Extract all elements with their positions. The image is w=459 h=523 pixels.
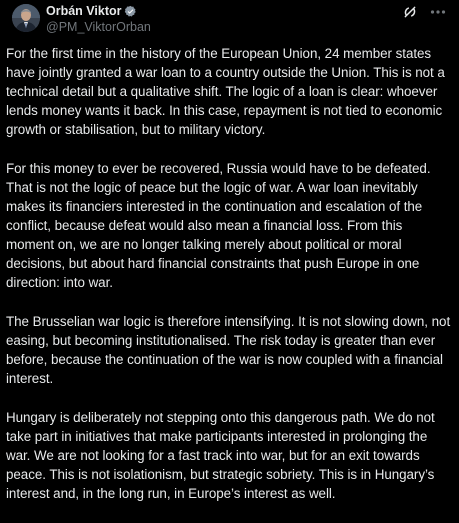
post-paragraph: For this money to ever be recovered, Russia would have to be defeated. That is not the logic of peace but the logic of war. A war loan inevitably makes its financiers interested in the continuation and escalation of the conflict, because defeat would also mean a financial loss. From this moment on, we are no longer talking merely about political or moral decisions, but about hard financial constraints that push Europe in one direction: into war.: [6, 161, 431, 290]
post-header: [6, 0, 453, 44]
post-paragraph: The Brusselian war logic is therefore intensifying. It is not slowing down, not easing, but becoming institutionalised. The risk today is greater than ever before, because the continuation of the war is now coupled with a financial interest.: [6, 314, 451, 386]
author-name-row: [46, 3, 151, 19]
author-handle[interactable]: @PM_ViktorOrban: [46, 20, 151, 34]
author-display-name[interactable]: Orbán Viktor: [46, 4, 122, 18]
grok-icon[interactable]: [402, 4, 418, 20]
author-info: [46, 3, 151, 35]
post-paragraph: Hungary is deliberately not stepping onto this dangerous path. We do not take part in initiatives that make participants interested in prolonging the war. We are not looking for a fast track into war, but for an exit towards peace. This is not isolationism, but strategic sobriety. This is in Hungary’s interest and, in the long run, in Europe’s interest as well.: [6, 410, 435, 501]
post-paragraph: For the first time in the history of the European Union, 24 member states have jointly granted a war loan to a country outside the Union. This is not a technical detail but a qualitative shift. The logic of a loan is clear: whoever lends money wants it back. In this case, repayment is not tied to economic growth or stabilisation, but to military victory.: [6, 46, 445, 137]
avatar[interactable]: [12, 4, 40, 32]
post-text: [6, 44, 452, 523]
more-options-icon[interactable]: [429, 4, 447, 20]
verified-badge-icon: [124, 5, 137, 18]
